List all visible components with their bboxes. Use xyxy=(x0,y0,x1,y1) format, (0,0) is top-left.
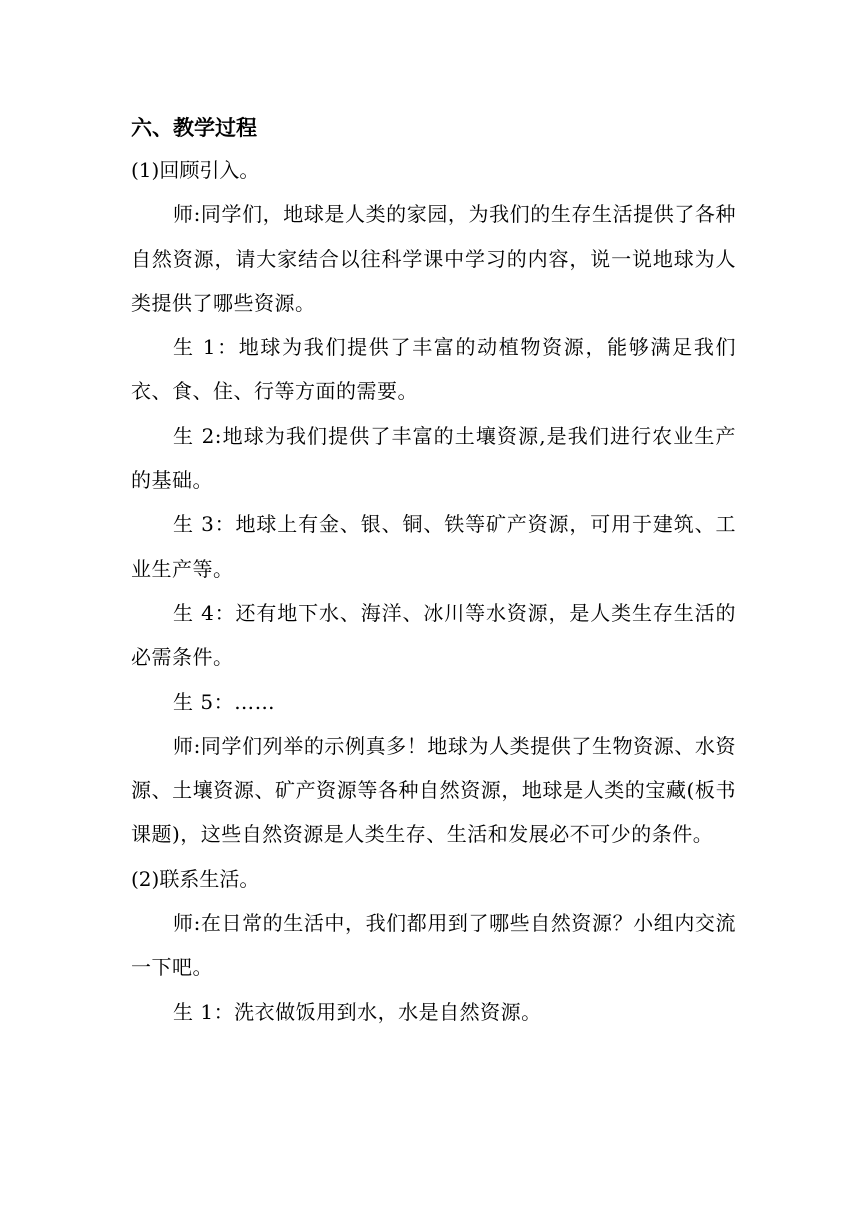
subsection-connect-life: (2)联系生活。 xyxy=(131,866,260,891)
student-3-answer: 生 3：地球上有金、银、铜、铁等矿产资源，可用于建筑、工业生产等。 xyxy=(131,512,736,581)
student-5-answer: 生 5：…… xyxy=(173,689,276,714)
student-4-answer: 生 4：还有地下水、海洋、冰川等水资源，是人类生存生活的必需条件。 xyxy=(131,600,736,670)
document-page xyxy=(131,108,736,1034)
section-heading: 六、教学过程 xyxy=(131,116,257,140)
student-2-answer: 生 2:地球为我们提供了丰富的土壤资源,是我们进行农业生产的基础。 xyxy=(131,423,736,493)
subsection-review-intro: (1)回顾引入。 xyxy=(131,158,260,182)
student-1-life-answer: 生 1：洗衣做饭用到水，水是自然资源。 xyxy=(173,999,542,1024)
student-1-answer: 生 1：地球为我们提供了丰富的动植物资源，能够满足我们衣、食、住、行等方面的需要。 xyxy=(131,335,736,404)
teacher-summary-paragraph: 师:同学们列举的示例真多！地球为人类提供了生物资源、水资源、土壤资源、矿产资源等各种自然资源，地球是人类的宝藏(板书课题)，这些自然资源是人类生存、生活和发展必不可少的条件。 xyxy=(131,733,736,847)
teacher-group-question: 师:在日常的生活中，我们都用到了哪些自然资源？小组内交流一下吧。 xyxy=(131,911,736,980)
teacher-question-paragraph: 师:同学们，地球是人类的家园，为我们的生存生活提供了各种自然资源，请大家结合以往科学课中学习的内容，说一说地球为人类提供了哪些资源。 xyxy=(131,202,736,315)
